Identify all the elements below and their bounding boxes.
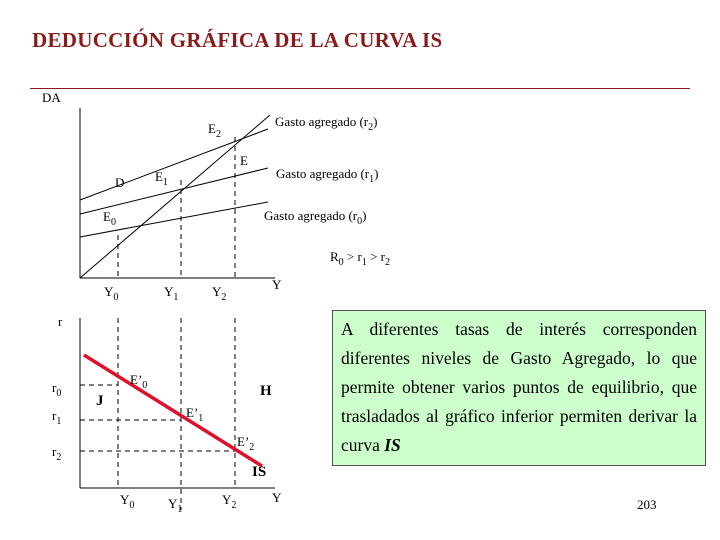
point-e1-label: $E_1$: [155, 169, 168, 188]
slide-title: DEDUCCIÓN GRÁFICA DE LA CURVA IS: [32, 28, 443, 52]
point-j-label: J: [96, 393, 104, 409]
line-label-r2: Gasto agregado $(r_2)$: [275, 114, 378, 133]
point-e0-label: $E_0$: [103, 209, 116, 228]
top-panel: [42, 90, 390, 303]
line-label-r1: Gasto agregado $(r_1)$: [276, 166, 379, 185]
bottom-x-tick-y1: $Y_1$: [168, 496, 183, 515]
point-e2-label: $E_2$: [208, 121, 221, 140]
bottom-x-tick-y2: $Y_2$: [222, 492, 237, 511]
point-e-label: E: [240, 153, 248, 168]
point-h-label: H: [260, 383, 272, 399]
bottom-y-tick-r1: $r_1$: [52, 408, 62, 427]
top-x-tick-y2: $Y_2$: [212, 284, 227, 303]
top-x-axis-label: Y: [272, 277, 282, 292]
top-x-tick-y1: $Y_1$: [164, 284, 179, 303]
bottom-x-tick-y0: $Y_0$: [120, 492, 135, 511]
point-e2-prime-label: $E’_2$: [237, 434, 255, 453]
is-curve-label: IS: [252, 464, 267, 480]
bottom-y-tick-r2: $r_2$: [52, 444, 62, 463]
point-e0-prime-label: $E’_0$: [130, 372, 148, 391]
explanation-text: A diferentes tasas de interés corresponden diferentes niveles de Gasto Agregado, lo que permite obtener varios puntos de equilibrio, que trasladados al gráfico inferior permiten derivar la curva: [341, 319, 697, 455]
explanation-box: [332, 310, 706, 466]
explanation-emphasis: IS: [384, 435, 401, 455]
bottom-y-tick-r0: $r_0$: [52, 380, 62, 399]
point-e1-prime-label: $E’_1$: [186, 405, 204, 424]
page-number: 203: [637, 497, 657, 512]
top-y-axis-label: DA: [42, 90, 61, 105]
bottom-panel: [52, 314, 282, 515]
interest-rate-inequality: $R_0 > r_1 > r_2$: [330, 249, 391, 268]
line-label-r0: Gasto agregado $(r_0)$: [264, 208, 367, 227]
point-d-label: D: [115, 175, 125, 190]
bottom-y-axis-label: r: [58, 314, 63, 329]
bottom-x-axis-label: Y: [272, 490, 282, 505]
top-x-tick-y0: $Y_0$: [104, 284, 119, 303]
